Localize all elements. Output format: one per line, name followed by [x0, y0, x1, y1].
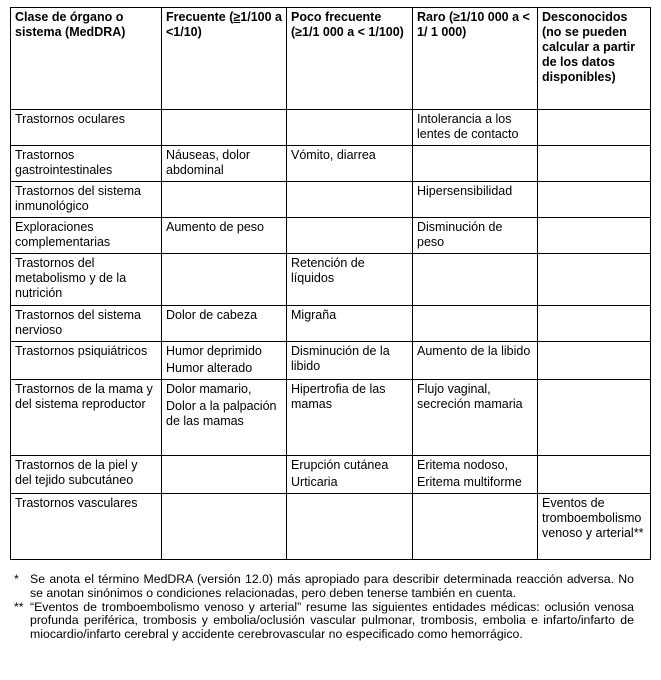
cell-frequent	[162, 456, 287, 494]
cell-text: Hipersensibilidad	[417, 184, 513, 198]
cell-unknown	[538, 380, 651, 456]
cell-unknown	[538, 146, 651, 182]
cell-frequent	[162, 146, 287, 182]
cell-unknown	[538, 110, 651, 146]
header-rare: Raro (≥1/10 000 a < 1/ 1 000)	[413, 8, 538, 110]
header-unknown: Desconocidos (no se pueden calcular a partir de los datos disponibles)	[538, 8, 651, 110]
cell-unknown	[538, 342, 651, 380]
cell-frequent	[162, 494, 287, 560]
table-row	[11, 380, 651, 456]
cell-uncommon	[287, 182, 413, 218]
cell-organ-class	[11, 456, 162, 494]
cell-uncommon	[287, 254, 413, 306]
cell-organ-class	[11, 146, 162, 182]
table-row	[11, 146, 651, 182]
cell-text: Flujo vaginal, secreción mamaria	[417, 382, 523, 411]
table-row	[11, 218, 651, 254]
adverse-reactions-table	[10, 7, 651, 560]
cell-rare	[413, 494, 538, 560]
cell-unknown	[538, 456, 651, 494]
cell-text: Disminución de la libido	[291, 344, 390, 373]
cell-unknown	[538, 218, 651, 254]
table-header-row	[11, 8, 651, 110]
header-frequent: Frecuente (≥1/100 a <1/10)	[162, 8, 287, 110]
cell-text: Humor alterado	[166, 361, 253, 375]
cell-organ-class	[11, 342, 162, 380]
cell-text: Eventos de tromboembolismo venoso y arterial**	[542, 496, 644, 540]
cell-text: Trastornos oculares	[15, 112, 125, 126]
cell-uncommon	[287, 110, 413, 146]
cell-rare	[413, 456, 538, 494]
cell-text: Vómito, diarrea	[291, 148, 376, 162]
cell-organ-class	[11, 218, 162, 254]
cell-organ-class	[11, 110, 162, 146]
cell-frequent	[162, 306, 287, 342]
cell-rare	[413, 380, 538, 456]
header-organ-class: Clase de órgano o sistema (MedDRA)	[11, 8, 162, 110]
cell-text: Dolor de cabeza	[166, 308, 258, 322]
cell-text: Eritema nodoso,	[417, 458, 509, 472]
table-row	[11, 456, 651, 494]
cell-text: Eritema multiforme	[417, 475, 522, 489]
table-row	[11, 342, 651, 380]
cell-uncommon	[287, 494, 413, 560]
table-row	[11, 254, 651, 306]
cell-text: Trastornos del metabolismo y de la nutrición	[15, 256, 127, 300]
cell-text: Dolor a la palpación de las mamas	[166, 399, 277, 428]
cell-unknown	[538, 254, 651, 306]
cell-rare	[413, 218, 538, 254]
cell-organ-class	[11, 380, 162, 456]
table-row	[11, 494, 651, 560]
table-row	[11, 306, 651, 342]
cell-text: Trastornos de la piel y del tejido subcutáneo	[15, 458, 138, 487]
cell-text: Disminución de peso	[417, 220, 503, 249]
footnote-mark: *	[14, 572, 19, 586]
cell-text: Aumento de la libido	[417, 344, 531, 358]
cell-text: Exploraciones complementarias	[15, 220, 111, 249]
cell-text: Urticaria	[291, 475, 338, 489]
cell-organ-class	[11, 254, 162, 306]
cell-frequent	[162, 342, 287, 380]
cell-uncommon	[287, 218, 413, 254]
table-row	[11, 182, 651, 218]
cell-organ-class	[11, 306, 162, 342]
cell-text: Trastornos del sistema nervioso	[15, 308, 141, 337]
cell-uncommon	[287, 342, 413, 380]
cell-rare	[413, 342, 538, 380]
cell-text: Náuseas, dolor abdominal	[166, 148, 251, 177]
cell-frequent	[162, 380, 287, 456]
cell-uncommon	[287, 456, 413, 494]
cell-frequent	[162, 254, 287, 306]
cell-rare	[413, 306, 538, 342]
table-body	[11, 110, 651, 560]
footnote	[14, 573, 634, 601]
cell-organ-class	[11, 494, 162, 560]
cell-text: Aumento de peso	[166, 220, 264, 234]
cell-text: Trastornos vasculares	[15, 496, 138, 510]
footnote-mark: **	[14, 599, 24, 614]
cell-frequent	[162, 110, 287, 146]
cell-frequent	[162, 218, 287, 254]
cell-uncommon	[287, 380, 413, 456]
footnotes	[14, 573, 634, 642]
footnote	[14, 601, 634, 642]
cell-unknown	[538, 494, 651, 560]
cell-uncommon	[287, 146, 413, 182]
cell-unknown	[538, 182, 651, 218]
cell-text: Retención de líquidos	[291, 256, 365, 285]
footnote-text: “Eventos de tromboembolismo venoso y arterial” resume las siguientes entidades médicas: oclusión venosa profunda periférica, trombosis y embolia/oclusión vascular pulmonar, trombosis, embolia e infarto/infarto de miocardio/infarto cerebral y accidente cerebrovascular no especificado como hemorrágico.	[30, 599, 634, 642]
cell-rare	[413, 110, 538, 146]
cell-text: Migraña	[291, 308, 337, 322]
cell-text: Trastornos gastrointestinales	[15, 148, 113, 177]
cell-organ-class	[11, 182, 162, 218]
cell-rare	[413, 182, 538, 218]
cell-text: Humor deprimido	[166, 344, 262, 358]
header-uncommon: Poco frecuente (≥1/1 000 a < 1/100)	[287, 8, 413, 110]
table-row	[11, 110, 651, 146]
cell-text: Trastornos de la mama y del sistema reproductor	[15, 382, 153, 411]
cell-text: Hipertrofia de las mamas	[291, 382, 386, 411]
cell-text: Trastornos del sistema inmunológico	[15, 184, 141, 213]
cell-text: Erupción cutánea	[291, 458, 389, 472]
cell-rare	[413, 146, 538, 182]
cell-text: Trastornos psiquiátricos	[15, 344, 148, 358]
cell-frequent	[162, 182, 287, 218]
cell-text: Intolerancia a los lentes de contacto	[417, 112, 519, 141]
cell-rare	[413, 254, 538, 306]
cell-text: Dolor mamario,	[166, 382, 252, 396]
cell-unknown	[538, 306, 651, 342]
cell-uncommon	[287, 306, 413, 342]
footnote-text: Se anota el término MedDRA (versión 12.0) más apropiado para describir determinada reacción adversa. No se anotan sinónimos o condiciones relacionadas, pero deben tenerse también en cuenta.	[30, 572, 634, 600]
